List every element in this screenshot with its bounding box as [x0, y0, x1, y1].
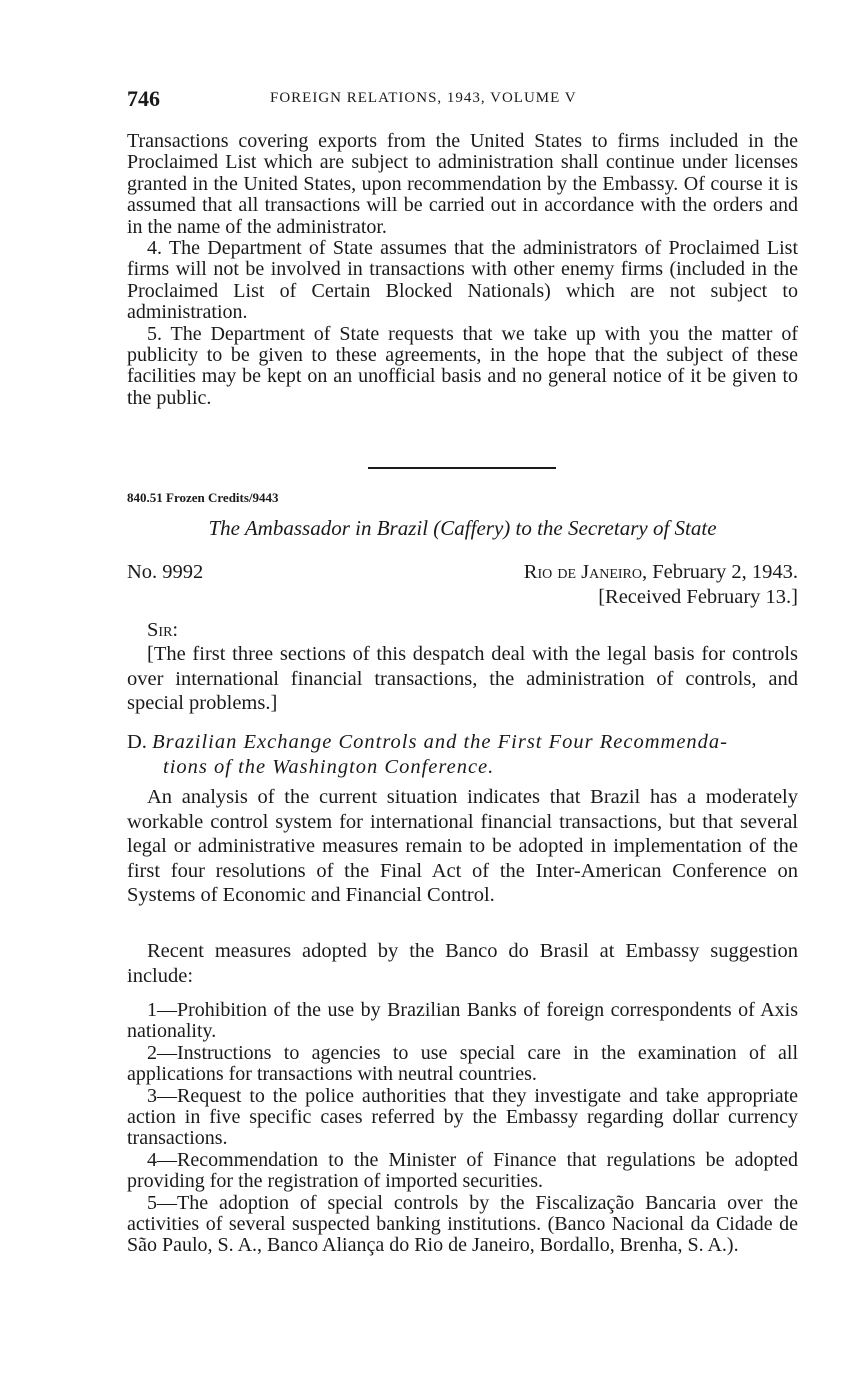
running-title: FOREIGN RELATIONS, 1943, VOLUME V — [270, 90, 577, 106]
section-letter: D. — [127, 731, 147, 753]
salutation-word: Sir — [147, 619, 173, 641]
received-date: [Received February 13.] — [598, 586, 798, 608]
recent-measures-paragraph: Recent measures adopted by the Banco do Brasil at Embassy suggestion include: — [127, 940, 798, 987]
paragraph-transactions: Transactions covering exports from the United States to firms included in the Proclaimed List which are subject to administration shall continue under licenses granted in the United States, upon recommendation by the Embassy. Of course it is assumed that all transactions will be carried out in accordance with the orders and in the name of the administrator. — [127, 130, 798, 238]
recent-measures-block — [127, 939, 798, 988]
list-item: 2—Instructions to agencies to use special care in the examination of all applications for transactions with neutral countries. — [127, 1041, 798, 1086]
date: , February 2, 1943. — [641, 561, 798, 583]
file-number: 840.51 Frozen Credits/9443 — [127, 490, 279, 505]
salutation-punct: : — [172, 619, 179, 641]
list-item: 1—Prohibition of the use by Brazilian Banks of foreign correspondents of Axis nationality. — [127, 999, 798, 1043]
section-title-line1: Brazilian Exchange Controls and the First Four Recommenda- — [152, 731, 728, 753]
section-title-line2: tions of the Washington Conference. — [163, 755, 495, 778]
section-divider — [368, 467, 556, 469]
despatch-number: No. 9992 — [127, 561, 204, 583]
paragraph-point-4: 4. The Department of State assumes that the administrators of Proclaimed List firms will not be involved in transactions with other enemy firms (included in the Proclaimed List of Certain Blocked Nationals) which are not subject to administration. — [127, 237, 798, 324]
document-title: The Ambassador in Brazil (Caffery) to the Secretary of State — [208, 516, 717, 540]
intro-block — [127, 642, 798, 716]
place-name: Rio de Janeiro — [523, 561, 642, 583]
list-item: 5—The adoption of special controls by the Fiscalização Bancaria over the activities of several suspected banking institutions. (Banco Nacional da Cidade de São Paulo, S. A., Banco Aliança do Rio de Janeiro, Bordallo, Brenha, S. A.). — [127, 1191, 798, 1257]
place-date-line — [524, 561, 798, 584]
section-heading — [127, 730, 798, 779]
paragraph-point-5: 5. The Department of State requests that we take up with you the matter of publicity to be given to these agreements, in the hope that the subject of these facilities may be kept on an unofficial basis and no general notice of it be given to the public. — [127, 322, 798, 409]
list-item: 3—Request to the police authorities that they investigate and take appropriate action in five specific cases referred by the Embassy regarding dollar currency transactions. — [127, 1084, 798, 1150]
page-number: 746 — [127, 86, 160, 111]
top-section — [127, 131, 798, 409]
salutation — [147, 619, 178, 642]
measures-list — [127, 1000, 798, 1257]
page-header — [127, 86, 799, 112]
list-item: 4—Recommendation to the Minister of Finance that regulations be adopted providing for the registration of imported securities. — [127, 1148, 798, 1193]
analysis-block — [127, 785, 798, 908]
intro-paragraph: [The first three sections of this despatch deal with the legal basis for controls over international financial transactions, the administration of controls, and special problems.] — [127, 643, 798, 714]
analysis-paragraph: An analysis of the current situation indicates that Brazil has a moderately workable control system for international financial transactions, but that several legal or administrative measures remain to be adopted in implementation of the first four resolutions of the Final Act of the Inter-American Conference on Systems of Economic and Financial Control. — [127, 786, 798, 906]
